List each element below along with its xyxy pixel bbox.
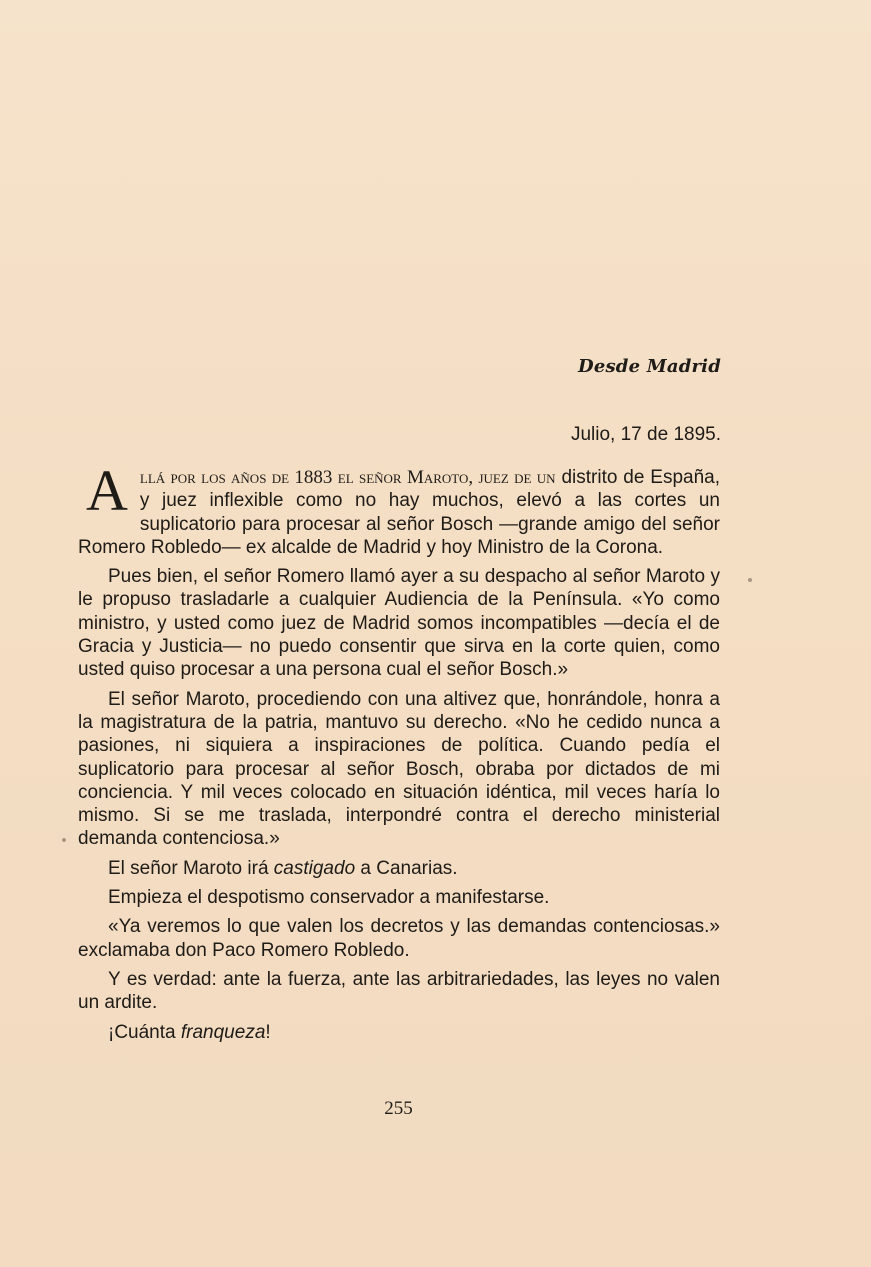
dateline: Julio, 17 de 1895.: [570, 424, 721, 445]
paragraph-2: Pues bien, el señor Romero llamó ayer a su despacho al señor Maroto y le propuso trasladarle a cualquier Audiencia de la Península. «Yo como ministro, y usted como juez de Madrid somos incompatibles —decía el de Gracia y Justicia— no puedo consentir que sirva en la corte quien, como usted quiso procesar a una persona cual el señor Bosch.»: [78, 566, 720, 681]
emphasis-castigado: castigado: [273, 857, 356, 879]
paragraph-5: Empieza el despotismo conservador a manifestarse.: [108, 887, 550, 909]
paragraph-8: ¡Cuánta franqueza!: [108, 1021, 271, 1043]
paragraph-1: [78, 458, 721, 559]
paragraph-6: «Ya veremos lo que valen los decretos y las demandas contenciosas.» exclamaba don Paco Romero Robledo.: [78, 916, 720, 961]
drop-cap: A: [86, 458, 128, 523]
paragraph-3: El señor Maroto, procediendo con una altivez que, honrándole, honra a la magistratura de la patria, mantuvo su derecho. «No he cedido nunca a pasiones, ni siquiera a inspiraciones de política. Cuando pedía el suplicatorio para procesar al señor Bosch, obraba por dictados de mi conciencia. Y mil veces colocado en situación idéntica, mil veces haría lo mismo. Si se me traslada, interpondré contra el derecho ministerial demanda contenciosa.»: [78, 688, 720, 850]
paragraph-1-text: distrito de España, y juez inflexible como no hay muchos, elevó a las cortes un suplicatorio para procesar al señor Bosch —grande amigo del señor Romero Robledo— ex alcalde de Madrid y hoy Ministro de la Corona.: [78, 467, 721, 558]
chapter-title: Desde Madrid: [578, 356, 721, 377]
small-caps-lead: llá por los años de 1883 el señor Maroto, juez de un: [139, 467, 556, 488]
page-number: 255: [384, 1098, 413, 1119]
emphasis-franqueza: franqueza: [180, 1021, 266, 1043]
body-text: [78, 458, 721, 1050]
paragraph-4: El señor Maroto irá castigado a Canarias.: [108, 857, 458, 879]
paper-speck: [748, 578, 752, 582]
paragraph-7: Y es verdad: ante la fuerza, ante las arbitrariedades, las leyes no valen un ardite.: [78, 968, 720, 1014]
paper-speck: [62, 838, 66, 842]
